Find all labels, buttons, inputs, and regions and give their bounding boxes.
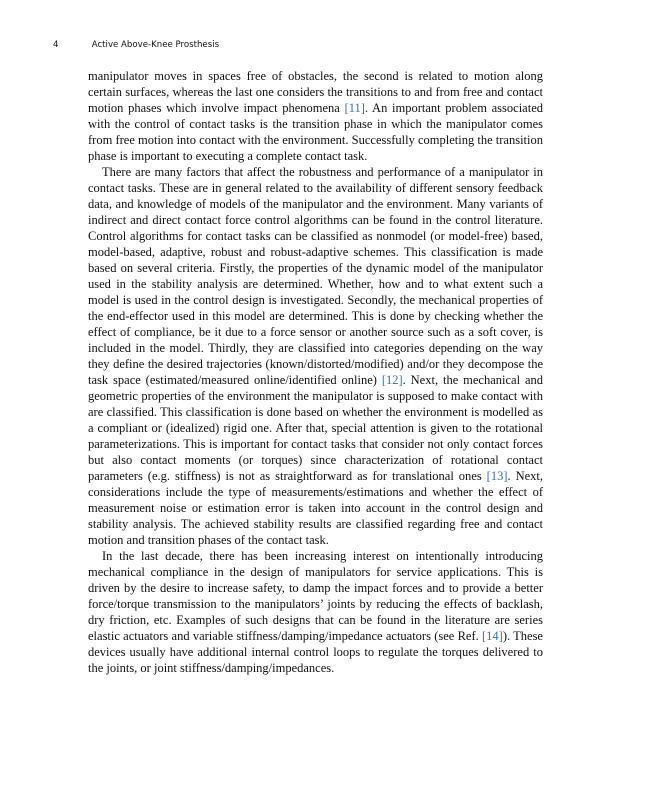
text-run: ). These devices usually have additional internal control loops to regulate the torques delivered to the joints, or joint stiffness/damping/impedances. xyxy=(88,629,543,675)
paragraph xyxy=(88,164,543,548)
citation-link[interactable]: [12] xyxy=(381,373,403,387)
running-header xyxy=(53,40,219,50)
paragraph xyxy=(88,68,543,164)
text-run: . Next, considerations include the type of measurements/estimations and whether the effect of measurement noise or estimation error is taken into account in the control design and stability analysis. The achieved stability results are classified regarding free and contact motion and transition phases of the contact task. xyxy=(88,469,543,547)
text-run: manipulator moves in spaces free of obstacles, the second is related to motion along certain surfaces, whereas the last one considers the transitions to and from free and contact motion phases which involve impact phenomena xyxy=(88,69,543,115)
text-run: There are many factors that affect the robustness and performance of a manipulator in contact tasks. These are in general related to the availability of different sensory feedback data, and knowledge of models of the manipulator and the environment. Many variants of indirect and direct contact force control algorithms can be found in the control literature. Control algorithms for contact tasks can be classified as nonmodel (or model-free) based, model-based, adaptive, robust and robust-adaptive schemes. This classification is made based on several criteria. Firstly, the properties of the dynamic model of the manipulator used in the stability analysis are determined. Whether, how and to what extent such a model is used in the control design is investigated. Secondly, the mechanical properties of the end-effector used in this model are determined. This is done by checking whether the effect of compliance, be it due to a force sensor or another source such as a soft cover, is included in the model. Thirdly, they are classified into categories depending on the way they define the desired trajectories (known/distorted/modified) and/or they decompose the task space (estimated/measured online/identified online) xyxy=(88,165,543,387)
citation-link[interactable]: [14] xyxy=(482,629,503,643)
paragraph xyxy=(88,548,543,676)
text-run: In the last decade, there has been increasing interest on intentionally introducing mechanical compliance in the design of manipulators for service applications. This is driven by the desire to increase safety, to damp the impact forces and to provide a better force/torque transmission to the manipulators’ joints by reducing the effects of backlash, dry friction, etc. Examples of such designs that can be found in the literature are series elastic actuators and variable stiffness/damping/impedance actuators (see Ref. xyxy=(88,549,543,643)
citation-link[interactable]: [11] xyxy=(344,101,365,115)
text-run: . An important problem associated with the control of contact tasks is the transition phase in which the manipulator comes from free motion into contact with the environment. Successfully completing the transition phase is important to executing a complete contact task. xyxy=(88,101,544,163)
book-title: Active Above-Knee Prosthesis xyxy=(91,40,220,50)
text-run: . Next, the mechanical and geometric properties of the environment the manipulator is supposed to make contact with are classified. This classification is done based on whether the environment is modelled as a compliant or (idealized) rigid one. After that, special attention is given to the rotational parameterizations. This is important for contact tasks that consider not only contact forces but also contact moments (or torques) since characterization of rotational contact parameters (e.g. stiffness) is not as straightforward as for translational ones xyxy=(88,373,543,483)
citation-link[interactable]: [13] xyxy=(486,469,508,483)
page-number: 4 xyxy=(53,40,59,50)
body-text xyxy=(88,68,543,676)
